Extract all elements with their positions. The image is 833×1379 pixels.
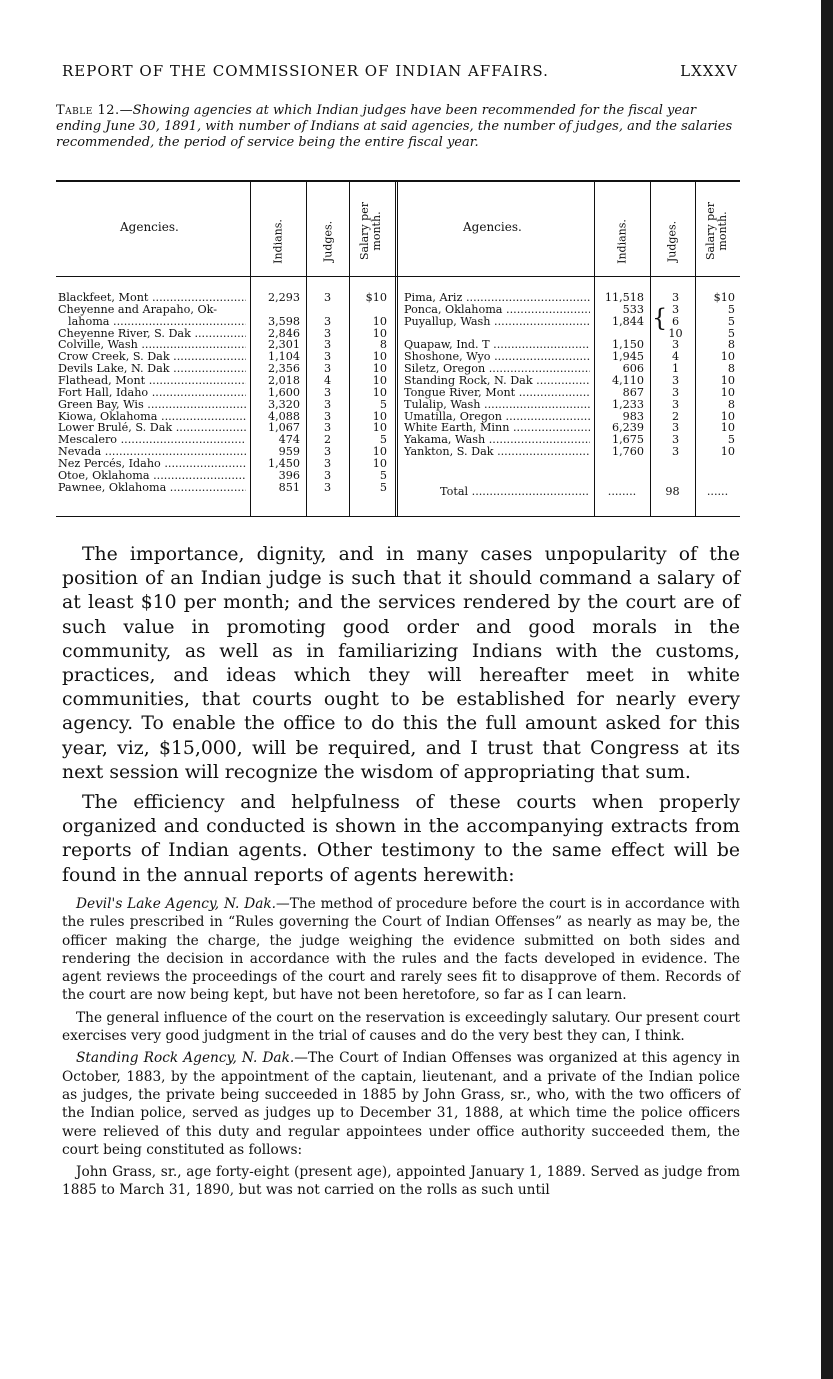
extract-john-grass: [62, 1163, 740, 1200]
salary-value: 10: [720, 421, 735, 435]
extract-standing-rock: [62, 1049, 740, 1159]
col-header-salary-right: Salary per month.: [704, 202, 729, 260]
judges-count: 3: [323, 385, 332, 399]
table-row: [56, 387, 740, 399]
indians-count: 4,110: [611, 373, 644, 387]
indians-count: 1,945: [611, 350, 644, 364]
judges-count: 3: [323, 445, 332, 459]
indians-count: 2,846: [267, 326, 300, 340]
salary-value: 10: [372, 326, 387, 340]
table-row: [56, 399, 740, 411]
agency-name: Cheyenne River, S. Dak .....: [58, 328, 246, 340]
table-bottom-rule: [56, 516, 740, 517]
indians-count: 1,150: [611, 338, 644, 352]
agency-name: Yakama, Wash .....: [404, 434, 590, 446]
judges-count: 3: [323, 350, 332, 364]
judges-count: 3: [671, 433, 680, 447]
agency-name: Shoshone, Wyo .....: [404, 351, 590, 363]
judges-count: 10: [668, 326, 683, 340]
header-title: REPORT OF THE COMMISSIONER OF INDIAN AFFAIRS.: [62, 62, 549, 80]
page-edge-shadow: [821, 0, 833, 1379]
agency-name: Ponca, Oklahoma .....: [404, 304, 590, 316]
salary-value: 8: [379, 338, 387, 352]
judges-count: 3: [671, 302, 680, 316]
indians-count: 3,598: [267, 314, 300, 328]
col-header-salary: Salary per month.: [358, 202, 383, 260]
agency-name: Colville, Wash .....: [58, 339, 246, 351]
judges-count: 2: [323, 433, 332, 447]
agency-name: Green Bay, Wis .....: [58, 399, 246, 411]
salary-value: 10: [720, 385, 735, 399]
indians-count: 1,675: [611, 433, 644, 447]
judges-count: 3: [323, 397, 332, 411]
col-header-judges-right: Judges.: [665, 220, 679, 263]
agency-name: Lower Brulé, S. Dak .....: [58, 422, 246, 434]
judges-count: 3: [671, 338, 680, 352]
extract-text: John Grass, sr., age forty-eight (present age), appointed January 1, 1889. Served as judge from 1885 to March 31, 1890, but was not carried on the rolls as such until: [62, 1164, 740, 1199]
agency-name: Tongue River, Mont .....: [404, 387, 590, 399]
salary-value: 10: [720, 409, 735, 423]
judges-table: [56, 180, 740, 518]
indians-count: 851: [278, 480, 300, 494]
col-header-judges: Judges.: [321, 220, 335, 263]
table-row: [56, 458, 740, 470]
extract-devils-lake: [62, 895, 740, 1005]
extract-heading: Devil's Lake Agency, N. Dak.: [76, 896, 277, 912]
table-row: [56, 316, 740, 328]
caption-text: —Showing agencies at which Indian judges have been recommended for the fiscal year ending June 30, 1891, with number of Indians at said agencies, the number of judges, and the salaries recommended, the period of service being the entire fiscal year.: [56, 103, 733, 150]
salary-value: 5: [727, 314, 735, 328]
agency-name: Siletz, Oregon .....: [404, 363, 590, 375]
col-header-indians-right: Indians.: [615, 219, 629, 264]
judges-count: 3: [671, 421, 680, 435]
agency-name: Crow Creek, S. Dak .....: [58, 351, 246, 363]
agency-name: Mescalero .....: [58, 434, 246, 446]
judges-count: 3: [323, 468, 332, 482]
indians-count: 396: [278, 468, 300, 482]
extract-general: [62, 1009, 740, 1046]
indians-count: 1,067: [267, 421, 300, 435]
judges-count: 3: [671, 373, 680, 387]
indians-count: 2,293: [267, 291, 300, 304]
salary-value: 10: [720, 445, 735, 459]
judges-count: 4: [671, 350, 680, 364]
running-header: [62, 62, 738, 80]
col-header-agencies: Agencies.: [120, 220, 179, 234]
agency-name: Cheyenne and Arapaho, Ok-: [58, 302, 218, 316]
salary-value: 5: [379, 433, 387, 447]
indians-count: 1,233: [611, 397, 644, 411]
indians-count: 4,088: [267, 409, 300, 423]
judges-count: 3: [323, 291, 332, 304]
salary-value: 10: [372, 445, 387, 459]
indians-count: 2,301: [267, 338, 300, 352]
col-header-agencies-right: Agencies.: [463, 220, 522, 234]
salary-value: 10: [372, 362, 387, 376]
agency-name: Pawnee, Oklahoma .....: [58, 482, 246, 494]
indians-count: 983: [622, 409, 644, 423]
indians-count: 606: [622, 362, 644, 376]
table-label: Table 12.: [56, 103, 120, 118]
judges-count: 3: [671, 385, 680, 399]
judges-count: 1: [671, 362, 680, 376]
indians-count: 3,320: [267, 397, 300, 411]
indians-count: 1,844: [611, 314, 644, 328]
agency-name: Yankton, S. Dak .....: [404, 446, 590, 458]
salary-value: 5: [727, 433, 735, 447]
salary-value: $10: [365, 291, 387, 304]
extract-heading: Standing Rock Agency, N. Dak.: [76, 1050, 295, 1067]
salary-value: 8: [727, 362, 735, 376]
indians-count: 533: [622, 302, 644, 316]
indians-count: 1,104: [267, 350, 300, 364]
indians-count: 1,600: [267, 385, 300, 399]
agency-name: Standing Rock, N. Dak .....: [404, 375, 590, 387]
salary-value: 8: [727, 397, 735, 411]
total-salary: ......: [706, 485, 729, 498]
agency-name: White Earth, Minn .....: [404, 422, 590, 434]
indians-count: 11,518: [604, 291, 644, 304]
salary-value: 10: [720, 350, 735, 364]
total-label: Total .....: [440, 486, 590, 498]
agency-name: lahoma .....: [68, 316, 246, 328]
salary-value: 10: [372, 350, 387, 364]
judges-count: 2: [671, 409, 680, 423]
salary-value: $10: [713, 291, 735, 304]
agent-extracts: [62, 895, 740, 1204]
indians-count: 959: [278, 445, 300, 459]
puyallup-brace: {: [652, 304, 668, 332]
table-row: [56, 446, 740, 458]
agency-name: Pima, Ariz .....: [404, 292, 590, 304]
judges-count: 3: [323, 314, 332, 328]
agency-name: Umatilla, Oregon .....: [404, 411, 590, 423]
judges-count: 3: [323, 326, 332, 340]
indians-count: 2,018: [267, 373, 300, 387]
agency-name: Otoe, Oklahoma .....: [58, 470, 246, 482]
salary-value: 5: [379, 397, 387, 411]
extract-text: —The Court of Indian Offenses was organized at this agency in October, 1883, by the appointment of the captain, lieutenant, and a private of the Indian police as judges, the private being succeeded in 1885 by John Grass, sr., who, with the two officers of the Indian police, served as judges up to December 31, 1888, at which time the police officers were relieved of this duty and regular appointees under office authority succeeded them, the court being constituted as follows:: [62, 1050, 740, 1158]
agency-name: Kiowa, Oklahoma .....: [58, 411, 246, 423]
page-number: LXXXV: [680, 62, 738, 80]
table-caption: [56, 103, 738, 151]
salary-value: 8: [727, 338, 735, 352]
judges-count: 3: [671, 397, 680, 411]
salary-value: 10: [372, 385, 387, 399]
table-top-rule: [56, 180, 740, 182]
agency-name: Flathead, Mont .....: [58, 375, 246, 387]
agency-name: Quapaw, Ind. T .....: [404, 339, 590, 351]
judges-count: 3: [671, 291, 680, 304]
judges-count: 3: [323, 409, 332, 423]
salary-value: 10: [372, 409, 387, 423]
header-rule: [56, 276, 740, 277]
agency-name: Blackfeet, Mont .....: [58, 292, 246, 304]
indians-count: 2,356: [267, 362, 300, 376]
agency-name: Fort Hall, Idaho .....: [58, 387, 246, 399]
judges-count: 4: [323, 373, 332, 387]
judges-count: 3: [323, 421, 332, 435]
agency-name: Devils Lake, N. Dak .....: [58, 363, 246, 375]
salary-value: 10: [372, 314, 387, 328]
judges-count: 3: [323, 362, 332, 376]
extract-text: —The method of procedure before the court is in accordance with the rules prescribed in “Rules governing the Court of Indian Offenses” as nearly as may be, the officer making the charge, the judge weighing the evidence submitted on both sides and rendering the decision in accordance with the rules and the facts developed in evidence. The agent reviews the proceedings of the court and rarely sees fit to disapprove of them. Records of the court are now being kept, but have not been heretofore, so far as I can learn.: [62, 896, 740, 1004]
judges-count: 3: [323, 338, 332, 352]
judges-count: 3: [323, 456, 332, 470]
indians-count: 867: [622, 385, 644, 399]
indians-count: 1,760: [611, 445, 644, 459]
agency-name: Tulalip, Wash .....: [404, 399, 590, 411]
extract-text: The general influence of the court on the reservation is exceedingly salutary. Our present court exercises very good judgment in the trial of causes and do the very best they can, I think.: [62, 1009, 740, 1045]
col-header-indians: Indians.: [271, 219, 285, 264]
indians-count: 6,239: [611, 421, 644, 435]
judges-count: 3: [671, 445, 680, 459]
agency-name: Puyallup, Wash .....: [404, 316, 590, 328]
salary-value: 10: [720, 373, 735, 387]
body-text: [62, 543, 740, 888]
indians-count: 474: [278, 433, 300, 447]
salary-value: 10: [372, 456, 387, 470]
table-row: [56, 470, 740, 482]
salary-value: 5: [727, 326, 735, 340]
agency-name: Nevada .....: [58, 446, 246, 458]
total-judges: 98: [665, 485, 680, 498]
salary-value: 5: [727, 302, 735, 316]
total-row: [56, 486, 740, 498]
salary-value: 10: [372, 421, 387, 435]
salary-value: 10: [372, 373, 387, 387]
salary-value: 5: [379, 480, 387, 494]
paragraph: The efficiency and helpfulness of these courts when properly organized and conducted is shown in the accompanying extracts from reports of Indian agents. Other testimony to the same effect will be found in the annual reports of agents herewith:: [62, 792, 740, 886]
total-indians: ........: [607, 485, 637, 498]
judges-count: 3: [323, 480, 332, 494]
paragraph: The importance, dignity, and in many cases unpopularity of the position of an Indian judge is such that it should command a salary of at least $10 per month; and the services rendered by the court are of such value in promoting good order and good morals in the community, as well as in familiarizing Indians with the customs, practices, and ideas which they will hereafter meet in white communities, that courts ought to be established for nearly every agency. To enable the office to do this the full amount asked for this year, viz, $15,000, will be required, and I trust that Congress at its next session will recognize the wisdom of appropriating that sum.: [62, 544, 740, 783]
indians-count: 1,450: [267, 456, 300, 470]
agency-name: Nez Percés, Idaho .....: [58, 458, 246, 470]
judges-count: 6: [671, 314, 680, 328]
salary-value: 5: [379, 468, 387, 482]
